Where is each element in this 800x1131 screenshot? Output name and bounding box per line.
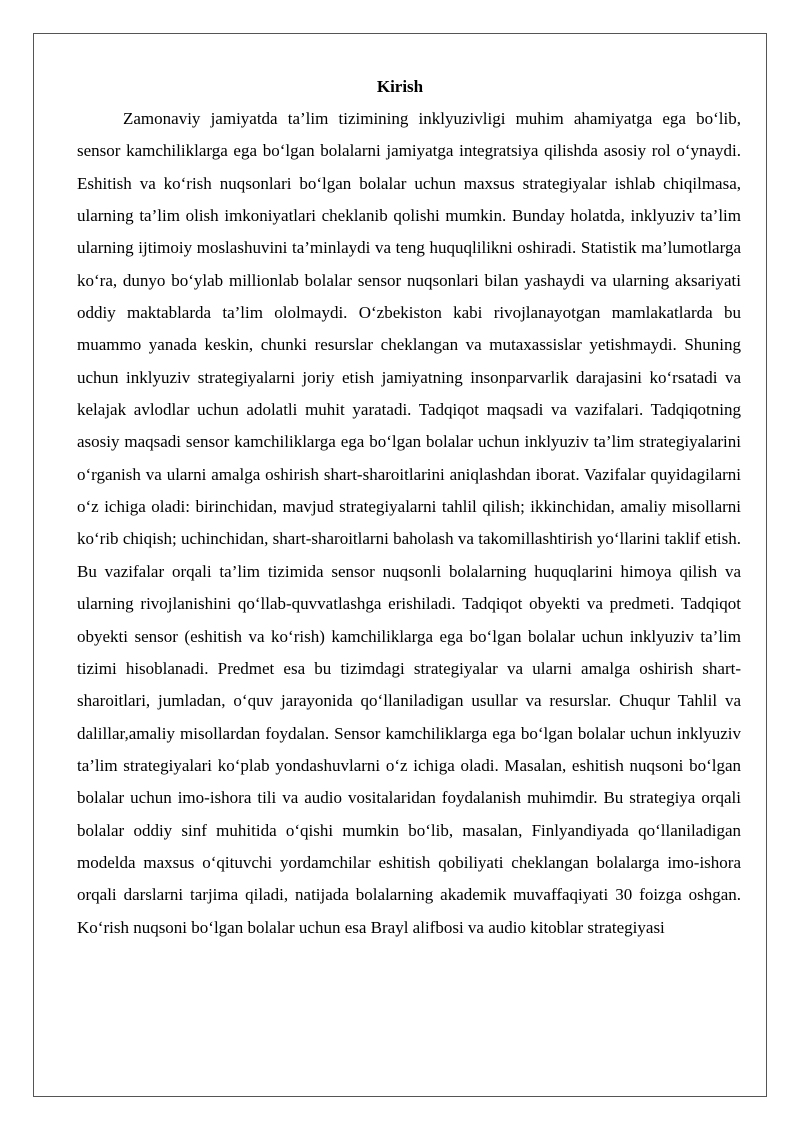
body-paragraph: Zamonaviy jamiyatda ta’lim tizimining inklyuzivligi muhim ahamiyatga ega bo‘lib, sensor kamchiliklarga ega bo‘lgan bolalarni jamiyatga integratsiya qilishda asosiy rol o‘ynaydi. Eshitish va ko‘rish nuqsonlari bo‘lgan bolalar uchun maxsus strategiyalar ishlab chiqilmasa, ularning ta’lim olish imkoniyatlari cheklanib qolishi mumkin. Bunday holatda, inklyuziv ta’lim ularning ijtimoiy moslashuvini ta’minlaydi va teng huquqlilikni oshiradi. Statistik ma’lumotlarga ko‘ra, dunyo bo‘ylab millionlab bolalar sensor nuqsonlari bilan yashaydi va ularning aksariyati oddiy maktablarda ta’lim ololmaydi. O‘zbekiston kabi rivojlanayotgan mamlakatlarda bu muammo yanada keskin, chunki resurslar cheklangan va mutaxassislar yetishmaydi. Shuning uchun inklyuziv strategiyalarni joriy etish jamiyatning insonparvarlik darajasini ko‘rsatadi va kelajak avlodlar uchun adolatli muhit yaratadi. Tadqiqot maqsadi va vazifalari. Tadqiqotning asosiy maqsadi sensor kamchiliklarga ega bo‘lgan bolalar uchun inklyuziv ta’lim strategiyalarini o‘rganish va ularni amalga oshirish shart-sharoitlarini aniqlashdan iborat. Vazifalar quyidagilarni o‘z ichiga oladi: birinchidan, mavjud strategiyalarni tahlil qilish; ikkinchidan, amaliy misollarni ko‘rib chiqish; uchinchidan, shart-sharoitlarni baholash va takomillashtirish yo‘llarini taklif etish. Bu vazifalar orqali ta’lim tizimida sensor nuqsonli bolalarning huquqlarini himoya qilish va ularning rivojlanishini qo‘llab-quvvatlashga erishiladi. Tadqiqot obyekti va predmeti. Tadqiqot obyekti sensor (eshitish va ko‘rish) kamchiliklarga ega bo‘lgan bolalar uchun inklyuziv ta’lim tizimi hisoblanadi. Predmet esa bu tizimdagi strategiyalar va ularni amalga oshirish shart-sharoitlari, jumladan, o‘quv jarayonida qo‘llaniladigan usullar va resurslar. Chuqur Tahlil va dalillar,amaliy misollardan foydalan. Sensor kamchiliklarga ega bo‘lgan bolalar uchun inklyuziv ta’lim strategiyalari ko‘plab yondashuvlarni o‘z ichiga oladi. Masalan, eshitish nuqsoni bo‘lgan bolalar uchun imo-ishora tili va audio vositalaridan foydalanish muhimdir. Bu strategiya orqali bolalar oddiy sinf muhitida o‘qishi mumkin bo‘lib, masalan, Finlyandiyada qo‘llaniladigan modelda maxsus o‘qituvchi yordamchilar eshitish qobiliyati cheklangan bolalarga imo-ishora orqali darslarni tarjima qiladi, natijada bolalarning akademik muvaffaqiyati 30 foizga oshgan. Ko‘rish nuqsoni bo‘lgan bolalar uchun esa Brayl alifbosi va audio kitoblar strategiyasi (77, 109, 741, 937)
document-heading: Kirish (376, 77, 424, 96)
